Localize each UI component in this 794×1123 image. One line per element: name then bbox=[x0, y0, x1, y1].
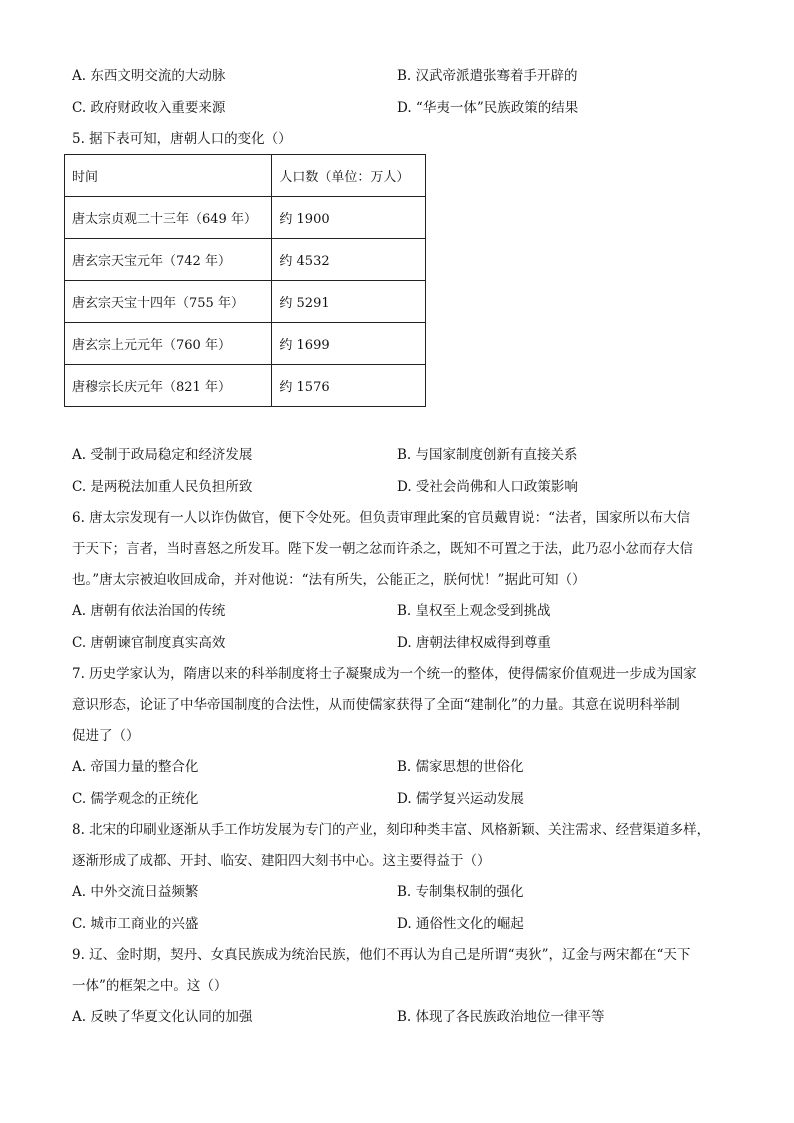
table-header-row bbox=[65, 155, 426, 197]
q4-option-a: A. 东西文明交流的大动脉 bbox=[72, 68, 226, 84]
q6-stem-line-3: 也。”唐太宗被迫收回成命，并对他说：“法有所失，公能正之，朕何忧！”据此可知（） bbox=[72, 572, 586, 588]
q5-option-c: C. 是两税法加重人民负担所致 bbox=[72, 479, 253, 495]
q7-option-d: D. 儒学复兴运动发展 bbox=[397, 791, 524, 807]
q9-option-a: A. 反映了华夏文化认同的加强 bbox=[72, 1009, 253, 1025]
q7-option-a: A. 帝国力量的整合化 bbox=[72, 759, 199, 775]
table-cell-population: 约 5291 bbox=[272, 281, 426, 323]
q7-stem-line-3: 促进了（） bbox=[72, 728, 140, 744]
table-cell-population: 约 1576 bbox=[272, 365, 426, 407]
q9-stem-line-1: 9. 辽、金时期，契丹、女真民族成为统治民族，他们不再认为自己是所谓“夷狄”，辽金与两宋都在“天下 bbox=[72, 947, 691, 963]
q7-option-b: B. 儒家思想的世俗化 bbox=[397, 759, 524, 775]
table-row bbox=[65, 197, 426, 239]
header-time: 时间 bbox=[65, 155, 272, 197]
q5-option-a: A. 受制于政局稳定和经济发展 bbox=[72, 447, 253, 463]
q6-option-d: D. 唐朝法律权威得到尊重 bbox=[397, 635, 551, 651]
q7-option-c: C. 儒学观念的正统化 bbox=[72, 791, 199, 807]
q9-stem-line-2: 一体”的框架之中。这（） bbox=[72, 978, 228, 994]
q7-stem-line-2: 意识形态，论证了中华帝国制度的合法性，从而使儒家获得了全面“建制化”的力量。其意在说明科举制 bbox=[72, 697, 680, 713]
q6-option-a: A. 唐朝有依法治国的传统 bbox=[72, 603, 226, 619]
q6-stem-line-2: 于天下；言者，当时喜怒之所发耳。陛下发一朝之忿而许杀之，既知不可置之于法，此乃忍小忿而存大信 bbox=[72, 541, 693, 557]
table-row bbox=[65, 239, 426, 281]
q8-option-c: C. 城市工商业的兴盛 bbox=[72, 916, 199, 932]
table-cell-time: 唐玄宗天宝十四年（755 年） bbox=[65, 281, 272, 323]
q5-stem: 5. 据下表可知，唐朝人口的变化（） bbox=[72, 131, 292, 147]
q6-option-c: C. 唐朝谏官制度真实高效 bbox=[72, 635, 226, 651]
table-row bbox=[65, 281, 426, 323]
table-row bbox=[65, 323, 426, 365]
q5-option-d: D. 受社会尚佛和人口政策影响 bbox=[397, 479, 578, 495]
q4-option-d: D. “华夷一体”民族政策的结果 bbox=[397, 100, 579, 116]
table-cell-time: 唐太宗贞观二十三年（649 年） bbox=[65, 197, 272, 239]
population-table bbox=[64, 154, 426, 407]
table-cell-population: 约 1699 bbox=[272, 323, 426, 365]
table-cell-time: 唐玄宗天宝元年（742 年） bbox=[65, 239, 272, 281]
q6-option-b: B. 皇权至上观念受到挑战 bbox=[397, 603, 551, 619]
header-population: 人口数（单位：万人） bbox=[272, 155, 426, 197]
q4-option-c: C. 政府财政收入重要来源 bbox=[72, 100, 226, 116]
table-cell-population: 约 1900 bbox=[272, 197, 426, 239]
table-cell-time: 唐玄宗上元元年（760 年） bbox=[65, 323, 272, 365]
table-cell-time: 唐穆宗长庆元年（821 年） bbox=[65, 365, 272, 407]
q6-stem-line-1: 6. 唐太宗发现有一人以诈伪做官，便下令处死。但负责审理此案的官员戴胄说：“法者，国家所以布大信 bbox=[72, 510, 691, 526]
q8-option-b: B. 专制集权制的强化 bbox=[397, 884, 524, 900]
q8-stem-line-2: 逐渐形成了成都、开封、临安、建阳四大刻书中心。这主要得益于（） bbox=[72, 853, 491, 869]
q7-stem-line-1: 7. 历史学家认为，隋唐以来的科举制度将士子凝聚成为一个统一的整体，使得儒家价值观进一步成为国家 bbox=[72, 666, 697, 682]
q8-option-d: D. 通俗性文化的崛起 bbox=[397, 916, 524, 932]
q9-option-b: B. 体现了各民族政治地位一律平等 bbox=[397, 1009, 605, 1025]
table-row bbox=[65, 365, 426, 407]
q4-option-b: B. 汉武帝派遣张骞着手开辟的 bbox=[397, 68, 578, 84]
q8-option-a: A. 中外交流日益频繁 bbox=[72, 884, 199, 900]
q8-stem-line-1: 8. 北宋的印刷业逐渐从手工作坊发展为专门的产业，刻印种类丰富、风格新颖、关注需求、经营渠道多样， bbox=[72, 822, 711, 838]
q5-option-b: B. 与国家制度创新有直接关系 bbox=[397, 447, 578, 463]
table-cell-population: 约 4532 bbox=[272, 239, 426, 281]
